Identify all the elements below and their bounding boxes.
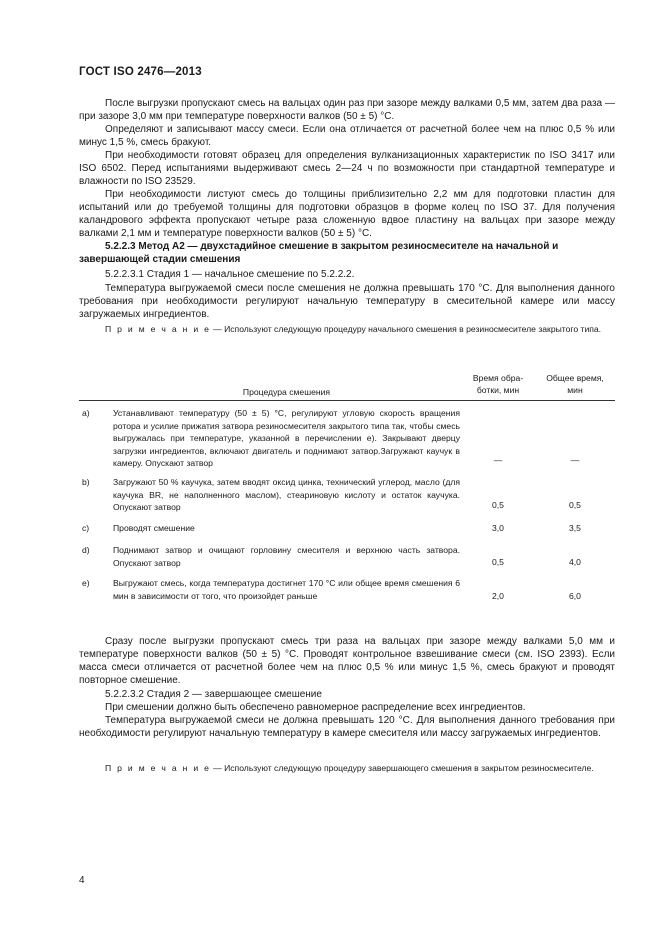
row-procedure: Проводят смешение — [113, 523, 195, 533]
paragraph-stage1-temp: Температура выгружаемой смеси после смешения не должна превышать 170 °С. Для выполнения данного требования при необходимости регулируют начальную температуру в смесительной камере или массу загружаемых ингредиентов. — [79, 283, 615, 320]
note-final-mixing — [79, 762, 615, 775]
row-label: d) — [82, 545, 90, 555]
row-label: с) — [82, 523, 90, 533]
page-number: 4 — [79, 875, 85, 886]
row-time: 3,0 — [492, 523, 504, 533]
note-text: — Используют следующую процедуру завершающего смешения в закрытом резиносмесителе. — [210, 763, 594, 773]
col-header-time: Время обра- ботки, мин — [472, 373, 524, 395]
row-procedure: Устанавливают температуру (50 ± 5) °С, регулируют угловую скорость вращения ротора и усилие прижатия затвора резиносмесителя закрытого типа так, чтобы смесь выгружалась при температуре, указанной в перечислении е). Закрывают дверцу загрузки ингредиентов, включают двигатель и поднимают затвор.Загружают каучук в камеру. Опускают затвор — [113, 408, 460, 468]
method-a2-heading-cont: завершающей стадии смешения — [79, 254, 241, 265]
paragraph-after-discharge: Сразу после выгрузки пропускают смесь три раза на вальцах при зазоре между валками 5,0 мм и температуре поверхности валков (50 ± 5) °С. Проводят контрольное взвешивание смеси (см. ISO 2393). Если масса смеси отличается от расчетной более чем на плюс 0,5 % или минус 1,5 %, смесь бракуют и проводят повторное смешение. — [79, 636, 615, 686]
row-label: b) — [82, 477, 90, 487]
note-label: П р и м е ч а н и е — [105, 324, 211, 334]
row-procedure: Загружают 50 % каучука, затем вводят оксид цинка, технический углерод, масло (для каучука BR, не наполненного маслом), стеариновую кислоту и остаток каучука. Опускают затвор — [113, 477, 460, 512]
row-time: 2,0 — [492, 591, 504, 601]
table-rule-top — [79, 400, 615, 401]
method-a2-heading: 5.2.2.3 Метод А2 — двухстадийное смешение в закрытом резиносмесителе на начальной и — [105, 241, 559, 252]
note-initial-mixing — [79, 323, 615, 336]
row-procedure: Поднимают затвор и очищают горловину смесителя и верхнюю часть затвора. Опускают затвор — [113, 545, 460, 568]
paragraph-rolling: После выгрузки пропускают смесь на вальцах один раз при зазоре между валками 0,5 мм, затем два раза — при зазоре 3,0 мм при температуре поверхности валков (50 ± 5) °С. — [79, 98, 615, 122]
row-total-time: — — [570, 455, 580, 465]
col-header-procedure: Процедура смешения — [242, 387, 331, 397]
row-total-time: 0,5 — [569, 500, 581, 510]
row-total-time: 3,5 — [569, 523, 581, 533]
document-header: ГОСТ ISO 2476—2013 — [79, 66, 202, 78]
row-time: — — [493, 455, 503, 465]
row-total-time: 6,0 — [569, 591, 581, 601]
row-label: а) — [82, 408, 90, 418]
row-time: 0,5 — [492, 557, 504, 567]
paragraph-weigh: Определяют и записывают массу смеси. Если она отличается от расчетной более чем на плюс 0,5 % или минус 1,5 %, смесь бракуют. — [79, 124, 615, 148]
stage1-title: 5.2.2.3.1 Стадия 1 — начальное смешение по 5.2.2.2. — [105, 269, 355, 280]
note-text: — Используют следующую процедуру начального смешения в резиносмесителе закрытого типа. — [210, 324, 602, 334]
col-header-total-time: Общее время, мин — [546, 373, 604, 395]
paragraph-stage2-temp: Температура выгружаемой смеси не должна превышать 120 °С. Для выполнения данного требования при необходимости регулируют начальную температуру в камере смесителя или массу загружаемых ингредиентов. — [79, 715, 615, 739]
row-total-time: 4,0 — [569, 557, 581, 567]
paragraph-sheeting: При необходимости листуют смесь до толщины приблизительно 2,2 мм для подготовки пластин для испытаний или до требуемой толщины для подготовки образцов в форме колец по ISO 37. Для получения каландрового эффекта пропускают четыре раза сложенную вдвое пластину на вальцах при зазоре между валками 2,1 мм и температуре поверхности валков (50 ± 5) °С. — [79, 189, 615, 239]
note-label: П р и м е ч а н и е — [105, 763, 211, 773]
paragraph-uniform: При смешении должно быть обеспечено равномерное распределение всех ингредиентов. — [105, 702, 526, 713]
row-label: е) — [82, 578, 90, 588]
paragraph-vulcanization: При необходимости готовят образец для определения вулканизационных характеристик по ISO 3417 или ISO 6502. Перед испытаниями выдерживают смесь 2—24 ч по возможности при стандартной температуре и влажности по ISO 23529. — [79, 150, 615, 187]
row-time: 0,5 — [492, 500, 504, 510]
stage2-title: 5.2.2.3.2 Стадия 2 — завершающее смешение — [105, 689, 322, 700]
row-procedure: Выгружают смесь, когда температура достигнет 170 °С или общее время смешения 6 мин в зависимости от того, что произойдет раньше — [113, 578, 460, 601]
